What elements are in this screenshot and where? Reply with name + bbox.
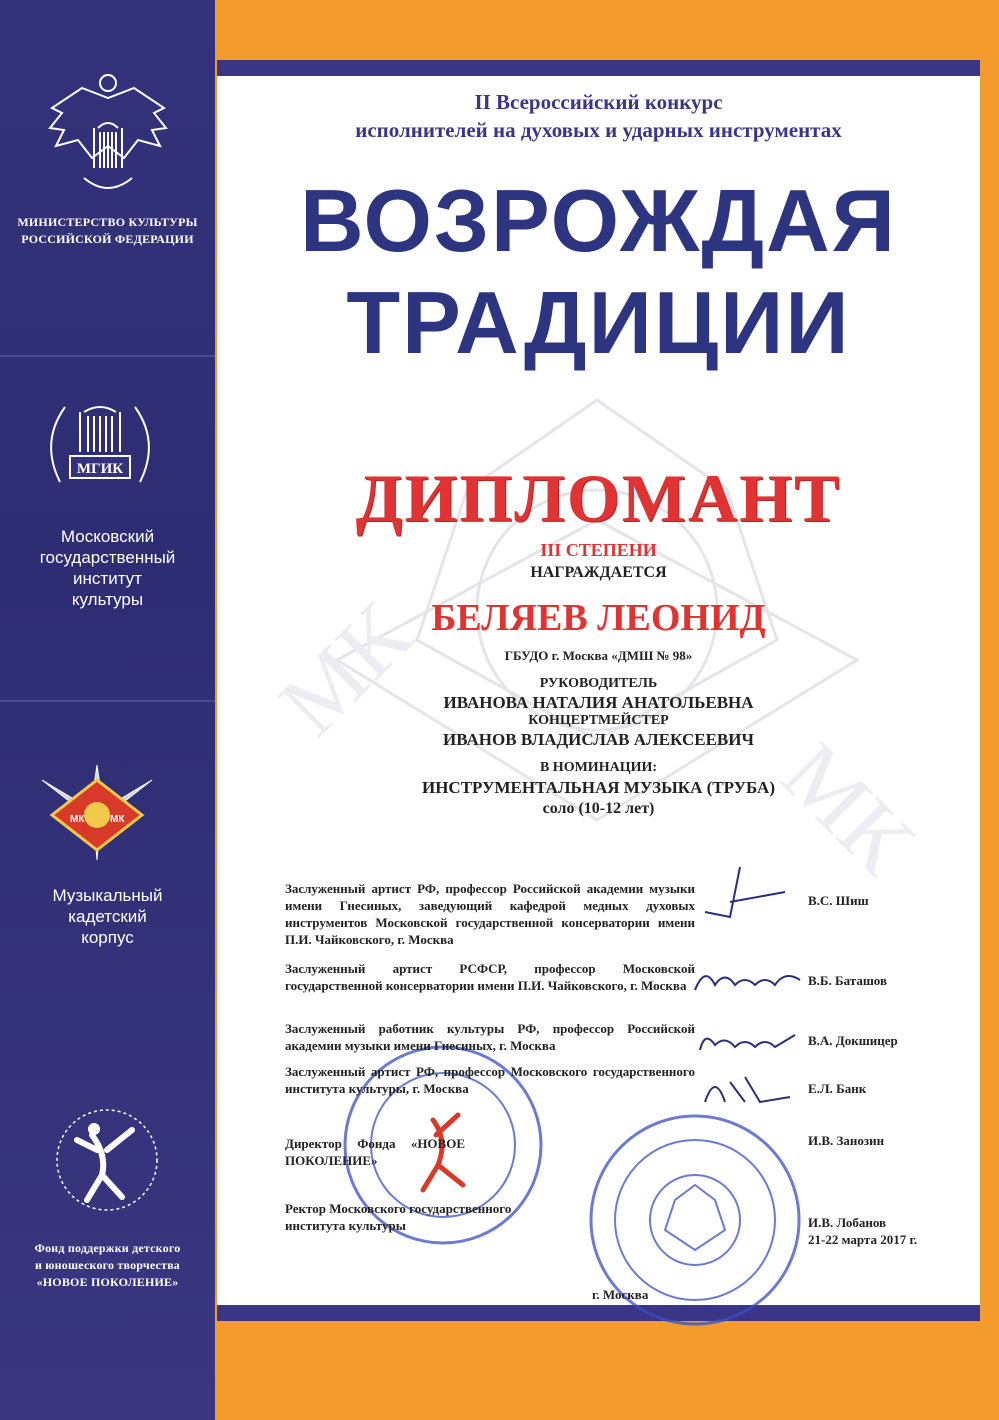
sidebar-divider	[0, 355, 215, 357]
ministry-eagle-icon	[42, 68, 174, 203]
signature-2-icon	[690, 960, 805, 1000]
leader-name: ИВАНОВА НАТАЛИЯ АНАТОЛЬЕВНА	[443, 693, 754, 712]
left-sidebar	[0, 0, 215, 1420]
signatory-title-3: Заслуженный работник культуры РФ, профессор Российской академии музыки имени Гнесиных, г. Москва	[285, 1021, 695, 1053]
watermark-text-right: МК	[762, 724, 932, 894]
top-border-bar	[217, 60, 980, 76]
diploma-city: г. Москва	[592, 1287, 649, 1302]
watermark-text-left: МК	[261, 585, 431, 755]
leader-label: РУКОВОДИТЕЛЬ	[539, 676, 658, 691]
new-generation-fund-logo-icon	[52, 1105, 162, 1215]
mgik-logo-icon	[40, 392, 160, 494]
ministry-caption-line2: РОССИЙСКОЙ ФЕДЕРАЦИИ	[21, 232, 194, 246]
signatory-name-1: В.С. Шиш	[808, 893, 869, 908]
signatory-title-5: Директор Фонда «НОВОЕ ПОКОЛЕНИЕ»	[285, 1136, 465, 1168]
signatory-title-2: Заслуженный артист РСФСР, профессор Московской государственной консерватории имени П.И. Чайковского, г. Москва	[285, 961, 695, 993]
sidebar-divider	[0, 700, 215, 702]
award-degree: III СТЕПЕНИ	[540, 540, 657, 560]
signature-3-icon	[695, 1025, 800, 1060]
signatory-name-5: И.В. Занозин	[808, 1133, 885, 1148]
signatory-title-4: Заслуженный артист РФ, профессор Московского государственного института культуры, г. Москва	[285, 1064, 695, 1096]
signatory-name-4: Е.Л. Банк	[808, 1081, 867, 1096]
recipient-name: БЕЛЯЕВ ЛЕОНИД	[431, 597, 766, 639]
diploma-date: 21-22 марта 2017 г.	[808, 1232, 918, 1247]
cadet-caption-line2: кадетский	[68, 907, 147, 926]
recipient-school: ГБУДО г. Москва «ДМШ № 98»	[504, 648, 693, 663]
mgik-logo-text: МГИК	[76, 461, 124, 477]
accompanist-name: ИВАНОВ ВЛАДИСЛАВ АЛЕКСЕЕВИЧ	[443, 730, 754, 749]
signatory-name-6: И.В. Лобанов	[808, 1215, 887, 1230]
signature-1-icon	[700, 862, 790, 932]
category-value: соло (10-12 лет)	[542, 800, 655, 817]
subtitle-line1: II Всероссийский конкурс	[474, 90, 723, 114]
accompanist-label: КОНЦЕРТМЕЙСТЕР	[528, 713, 669, 728]
ministry-caption-line1: МИНИСТЕРСТВО КУЛЬТУРЫ	[17, 215, 198, 229]
nomination-value: ИНСТРУМЕНТАЛЬНАЯ МУЗЫКА (ТРУБА)	[421, 778, 775, 797]
mgik-caption-line3: институт	[73, 569, 142, 588]
fund-caption-line3: «НОВОЕ ПОКОЛЕНИЕ»	[36, 1275, 179, 1289]
title-line2: ТРАДИЦИИ	[346, 273, 851, 372]
signatory-name-3: В.А. Докшицер	[808, 1033, 898, 1048]
competition-title	[217, 170, 980, 374]
title-line1: ВОЗРОЖДАЯ	[300, 171, 897, 270]
competition-subtitle	[217, 88, 980, 144]
cadet-corps-badge-icon	[32, 760, 162, 865]
cadet-badge-right-text: МК	[110, 814, 125, 825]
award-title: ДИПЛОМАНТ	[355, 460, 842, 536]
nomination-label: В НОМИНАЦИИ:	[539, 760, 658, 775]
mgik-caption-line1: Московский	[60, 527, 155, 546]
signatory-title-1: Заслуженный артист РФ, профессор Российской академии музыки имени Гнесиных, заведующий кафедрой медных духовых инструментов Московской государственной консерватории имени П.И. Чайковского, г. Москва	[285, 881, 695, 947]
mgik-caption-line2: государственный	[39, 548, 176, 567]
fund-caption-line2: и юношеского творчества	[34, 1258, 181, 1272]
subtitle-line2: исполнителей на духовых и ударных инструментах	[355, 118, 842, 142]
cadet-caption-line1: Музыкальный	[52, 886, 163, 905]
signature-4-icon	[700, 1072, 795, 1112]
signatory-name-2: В.Б. Баташов	[808, 973, 887, 988]
cadet-badge-left-text: МК	[70, 814, 85, 825]
mgik-caption-line4: культуры	[71, 590, 144, 609]
fund-caption-line1: Фонд поддержки детского	[34, 1241, 181, 1255]
awarded-label: НАГРАЖДАЕТСЯ	[530, 564, 667, 581]
signatory-title-6: Ректор Московского государственного института культуры	[285, 1201, 512, 1233]
cadet-caption-line3: корпус	[81, 928, 134, 947]
